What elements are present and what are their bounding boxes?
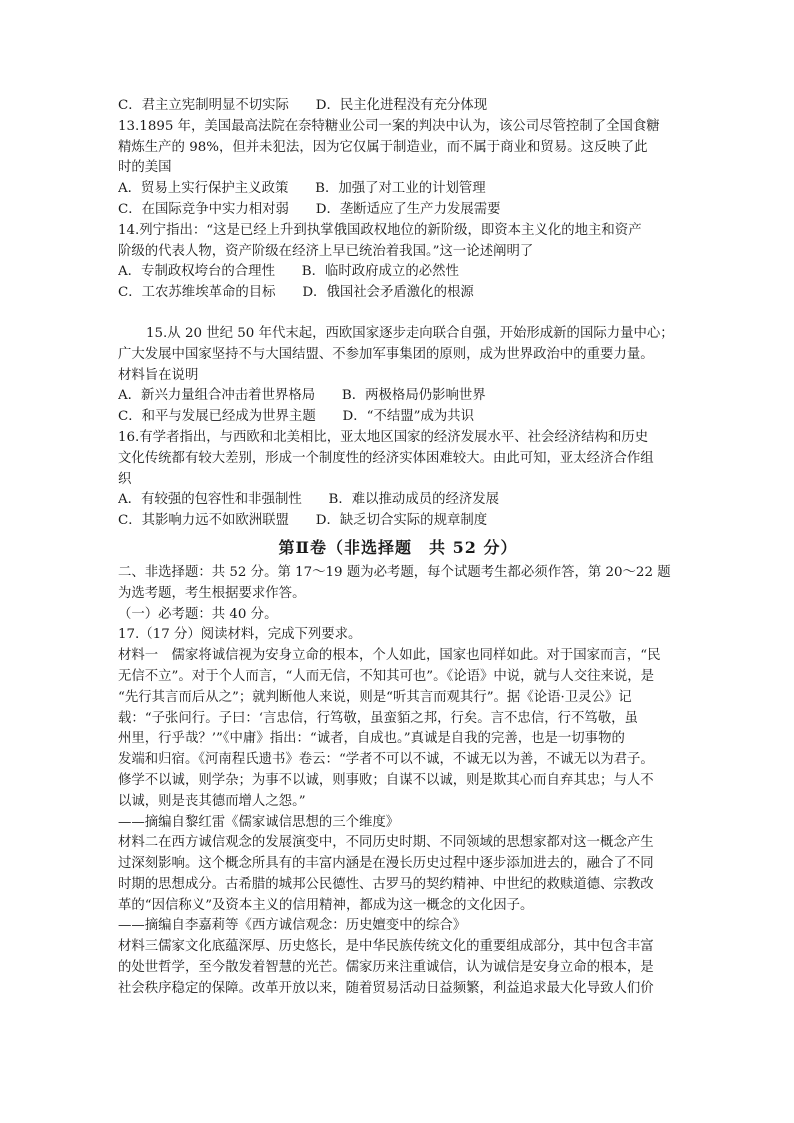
material-line: 以诚，则是丧其德而增人之怨。”: [118, 793, 306, 809]
material-line: 载：“子张问行。子曰：‘言忠信，行笃敬，虽蛮貊之邦，行矣。言不忠信，行不笃敬，虽: [118, 710, 638, 726]
material-source: ——摘编自李嘉莉等《西方诚信观念：历史嬗变中的综合》: [118, 918, 467, 934]
question-14: [118, 221, 678, 304]
q14-stem-line: 14.列宁指出：“这是已经上升到执掌俄国政权地位的新阶级，即资本主义化的地主和资产: [118, 222, 642, 238]
q17-material-1: [118, 646, 678, 833]
material-line: 革的“因信称义”及资本主义的信用精神，都成为这一概念的文化因子。: [118, 897, 534, 913]
question-17: [118, 625, 678, 999]
material-line: 材料二在西方诚信观念的发展演变中，不同历史时期、不同领域的思想家都对这一概念产生: [118, 835, 654, 851]
q16-stem-line: 16.有学者指出，与西欧和北美相比，亚太地区国家的经济发展水平、社会经济结构和历史: [118, 429, 649, 445]
q17-header: 17.（17 分）阅读材料，完成下列要求。: [118, 627, 362, 643]
spacer: [118, 304, 678, 324]
material-line: 过深刻影响。这个概念所具有的丰富内涵是在漫长历史过程中逐步添加进去的，融合了不同: [118, 856, 654, 872]
material-line: 材料一 儒家将诚信视为安身立命的根本，个人如此，国家也同样如此。对于国家而言，“民: [118, 648, 661, 664]
q14-stem-line: 阶级的代表人物，资产阶级在经济上早已统治着我国。”这一论述阐明了: [118, 243, 534, 259]
page-content: [118, 96, 678, 1000]
material-line: 州里，行乎哉？’”《中庸》指出：“诚者，自成也。”真诚是自我的完善，也是一切事物的: [118, 731, 625, 747]
instruction-line: 为选考题，考生根据要求作答。: [118, 585, 306, 601]
q13-options-ab: A．贸易上实行保护主义政策 B．加强了对工业的计划管理: [118, 181, 486, 197]
q14-options-ab: A．专制政权垮台的合理性 B．临时政府成立的必然性: [118, 264, 459, 280]
q14-options-cd: C．工农苏维埃革命的目标 D．俄国社会矛盾激化的根源: [118, 285, 474, 301]
question-15: [118, 324, 678, 428]
material-line: 材料三儒家文化底蕴深厚、历史悠长，是中华民族传统文化的重要组成部分，其中包含丰富: [118, 939, 654, 955]
q13-stem-line: 13.1895 年，美国最高法院在奈特糖业公司一案的判决中认为，该公司尽管控制了全国食糖: [118, 118, 660, 134]
part2-title: 第Ⅱ卷（非选择题 共 52 分）: [278, 537, 518, 557]
material-line: 无信不立”。对于个人而言，“人而无信，不知其可也”。《论语》中说，就与人交往来说，是: [118, 668, 655, 684]
material-line: “先行其言而后从之”；就判断他人来说，则是“听其言而观其行”。据《论语·卫灵公》记: [118, 689, 632, 705]
q16-options-cd: C．其影响力远不如欧洲联盟 D．缺乏切合实际的规章制度: [118, 513, 488, 529]
material-line: 时期的思想成分。古希腊的城邦公民德性、古罗马的契约精神、中世纪的救赎道德、宗教改: [118, 876, 654, 892]
material-line: 发端和归宿。《河南程氏遗书》卷云：“学者不可以不诚，不诚无以为善，不诚无以为君子。: [118, 752, 654, 768]
q12-options-cd: C．君主立宪制明显不切实际 D．民主化进程没有充分体现: [118, 98, 488, 113]
q16-options-ab: A．有较强的包容性和非强制性 B．难以推动成员的经济发展: [118, 492, 500, 508]
q15-options-cd: C．和平与发展已经成为世界主题 D．“不结盟”成为共识: [118, 409, 475, 425]
q13-stem-line: 精炼生产的 98%，但并未犯法，因为它仅属于制造业，而不属于商业和贸易。这反映了此: [118, 139, 648, 155]
q16-stem-line: 织: [118, 471, 132, 487]
material-line: 修学不以诚，则学杂；为事不以诚，则事败；自谋不以诚，则是欺其心而自弃其忠；与人不: [118, 772, 654, 788]
part2-instructions: [118, 563, 678, 625]
material-line: 社会秩序稳定的保障。改革开放以来，随着贸易活动日益频繁，利益追求最大化导致人们价: [118, 980, 654, 996]
q13-options-cd: C．在国际竞争中实力相对弱 D．垄断适应了生产力发展需要: [118, 201, 501, 217]
q13-stem-line: 时的美国: [118, 160, 172, 176]
q15-stem-line: 广大发展中国家坚持不与大国结盟、不参加军事集团的原则，成为世界政治中的重要力量。: [118, 346, 654, 362]
q17-material-2: [118, 833, 678, 937]
q15-stem-line: 15.从 20 世纪 50 年代末起，西欧国家逐步走向联合自强，开始形成新的国际力量中心；: [146, 325, 674, 341]
instruction-line: （一）必考题：共 40 分。: [118, 606, 278, 622]
q16-stem-line: 文化传统都有较大差别，形成一个制度性的经济实体困难较大。由此可知，亚太经济合作组: [118, 450, 654, 466]
question-16: [118, 428, 678, 532]
question-13: [118, 117, 678, 221]
q15-options-ab: A．新兴力量组合冲击着世界格局 B．两极格局仍影响世界: [118, 388, 486, 404]
material-line: 的处世哲学，至今散发着智慧的光芒。儒家历来注重诚信，认为诚信是安身立命的根本，是: [118, 960, 654, 976]
q15-stem-line: 材料旨在说明: [118, 367, 199, 383]
q17-material-3: [118, 937, 678, 999]
instruction-line: 二、非选择题：共 52 分。第 17～19 题为必考题，每个试题考生都必须作答，第 20～22 题: [118, 564, 671, 580]
material-source: ——摘编自黎红雷《儒家诚信思想的三个维度》: [118, 814, 400, 830]
